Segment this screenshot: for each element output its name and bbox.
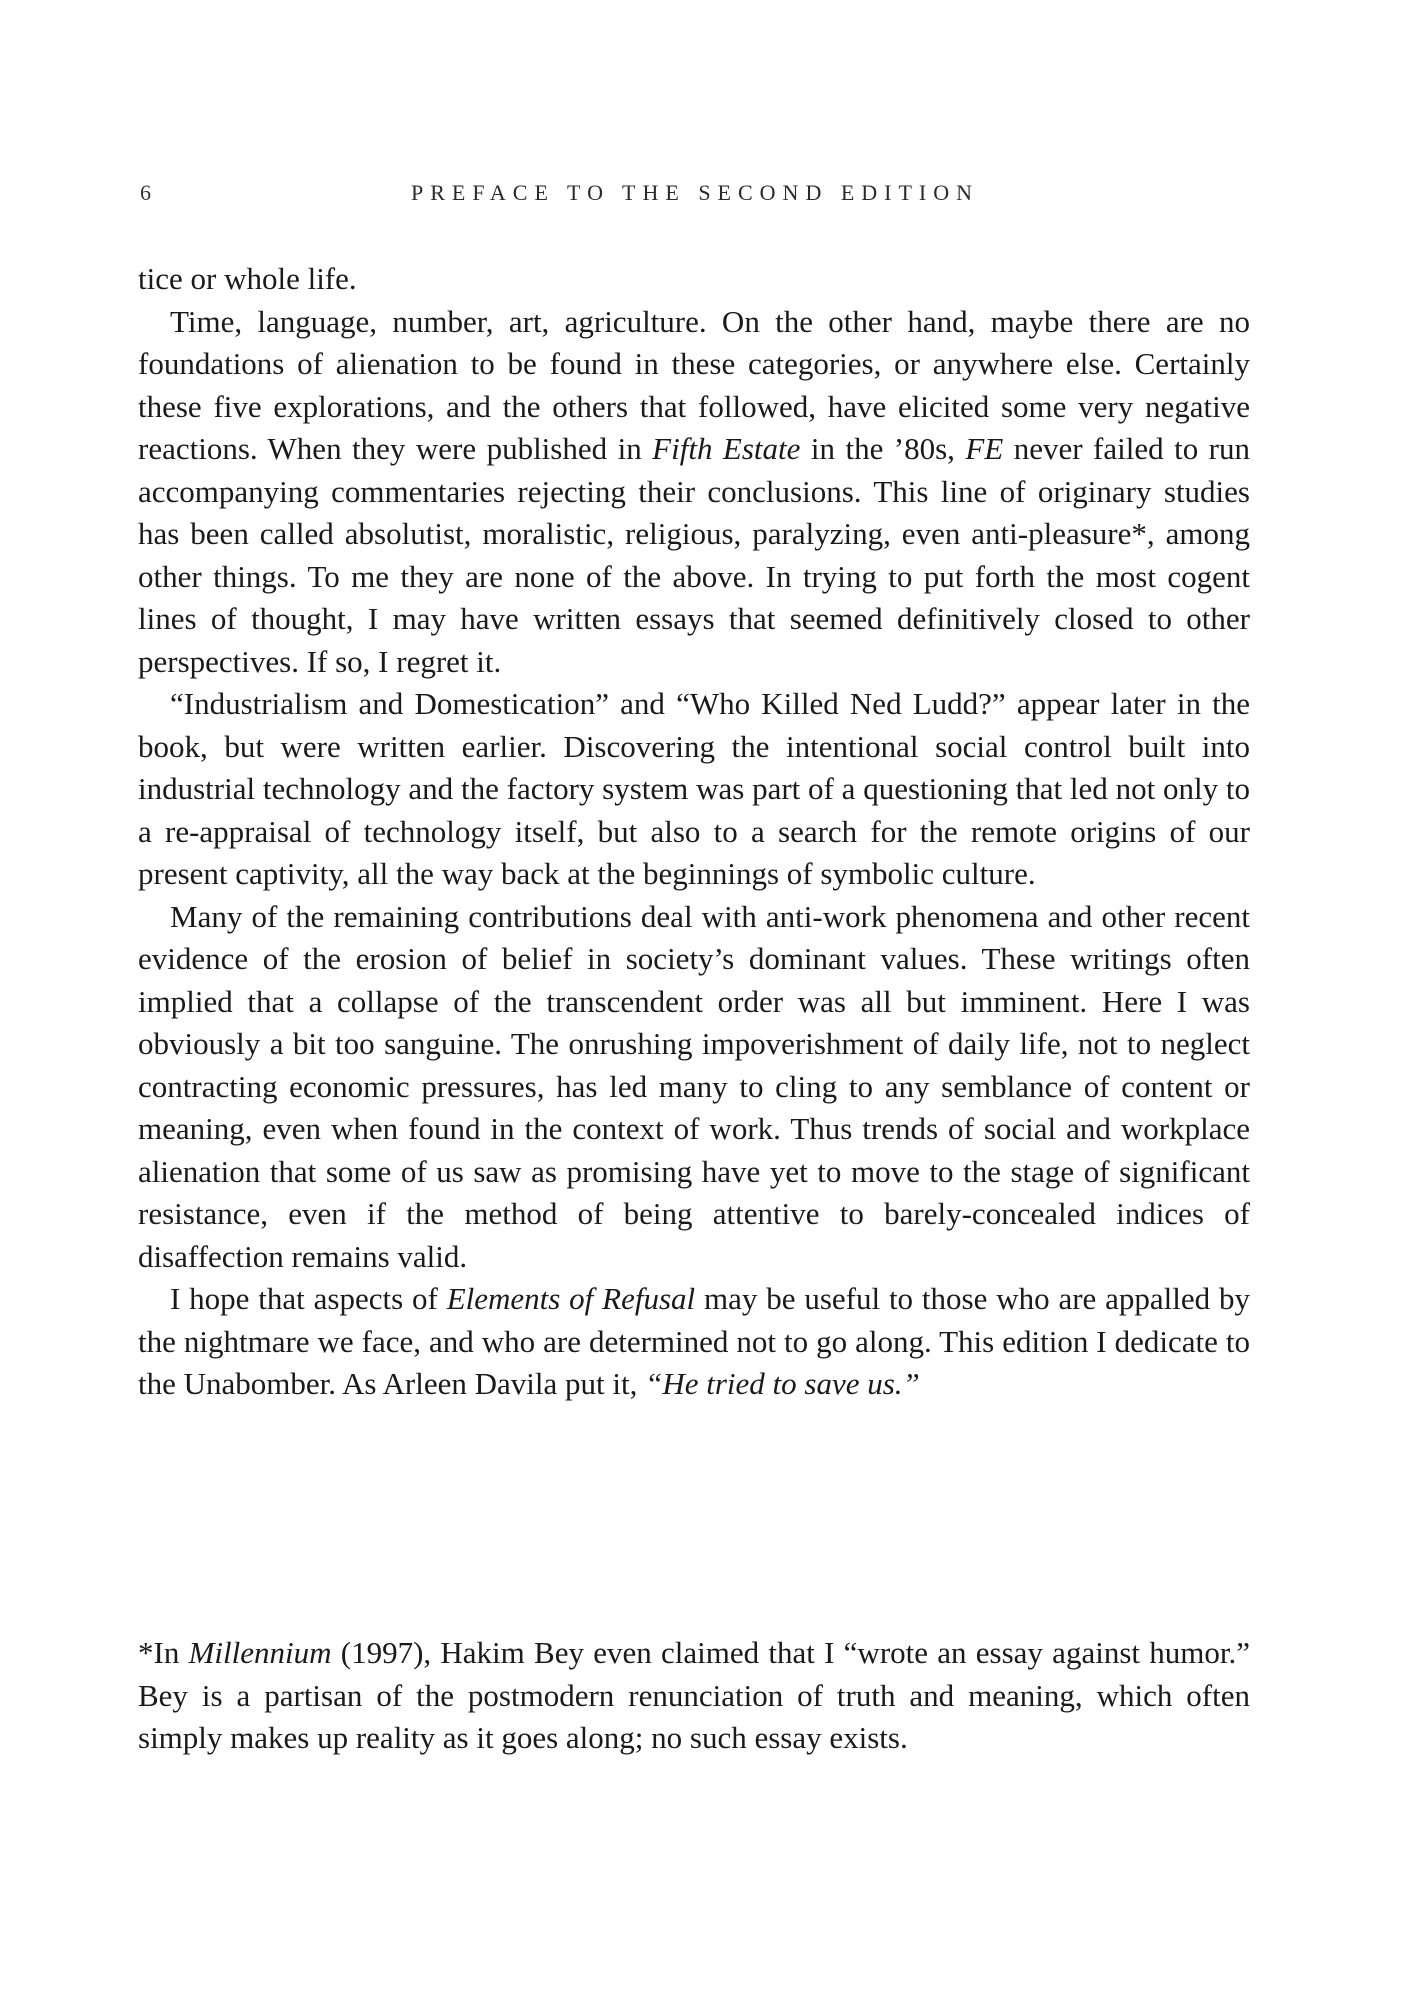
text-run: I hope that aspects of xyxy=(170,1281,447,1316)
italic-title-fifth-estate: Fifth Estate xyxy=(652,431,801,466)
paragraph xyxy=(138,1278,1250,1406)
text-run: may be useful to those who are appalled by the nightmare we face, and who are determined not to go along. This edition I dedicate to the Unabomber. As Arleen Davila put it, xyxy=(138,1281,1251,1401)
italic-title-millennium: Millennium xyxy=(188,1635,332,1670)
text-run: in the ’80s, xyxy=(800,431,966,466)
text-run: *In xyxy=(138,1635,189,1670)
page-header xyxy=(140,180,1250,216)
text-run: (1997), Hakim Bey even claimed that I “wrote an essay against humor.” Bey is a partisan of the postmodern renunciation of truth and meaning, which often simply makes up reality as it goes along; no such essay exists. xyxy=(138,1635,1250,1755)
text-run: never failed to run accompanying commentaries rejecting their conclusions. This line of originary studies has been called absolutist, moralistic, religious, paralyzing, even anti-pleasure*, among other things. To me they are none of the above. In trying to put forth the most cogent lines of thought, I may have written essays that seemed definitively closed to other perspectives. If so, I regret it. xyxy=(138,431,1250,679)
italic-title-elements-of-refusal: Elements of Refusal xyxy=(446,1281,696,1316)
footnote xyxy=(138,1632,1250,1760)
paragraph xyxy=(138,683,1250,896)
paragraph xyxy=(138,301,1250,684)
running-head: PREFACE TO THE SECOND EDITION xyxy=(410,180,980,205)
italic-quote: “He tried to save us.” xyxy=(645,1366,920,1401)
page-number: 6 xyxy=(140,180,152,205)
text-run: Time, language, number, art, agriculture. On the other hand, maybe there are no foundations of alienation to be found in these categories, or anywhere else. Certainly these five explorations, and the others that followed, have elicited some very negative reactions. When they were published in xyxy=(138,303,1250,466)
italic-abbrev-fe: FE xyxy=(965,431,1004,466)
text-run: tice or whole life. xyxy=(138,261,357,296)
text-run: “Industrialism and Domestication” and “Who Killed Ned Ludd?” appear later in the book, but were written earlier. Discovering the intentional social control built into industrial technology and the factory system was part of a questioning that led not only to a re-appraisal of technology itself, but also to a search for the remote origins of our present captivity, all the way back at the beginnings of symbolic culture. xyxy=(138,686,1250,891)
paragraph xyxy=(138,896,1250,1279)
paragraph-continuation xyxy=(138,258,1250,301)
text-run: Many of the remaining contributions deal with anti-work phenomena and other recent evidence of the erosion of belief in society’s dominant values. These writings often implied that a collapse of the transcendent order was all but imminent. Here I was obviously a bit too sanguine. The onrushing impoverishment of daily life, not to neglect contracting economic pressures, has led many to cling to any semblance of content or meaning, even when found in the context of work. Thus trends of social and workplace alienation that some of us saw as promising have yet to move to the stage of significant resistance, even if the method of being attentive to barely-concealed indices of disaffection remains valid. xyxy=(138,898,1250,1274)
footnote-text xyxy=(138,1632,1250,1760)
body-text xyxy=(138,258,1250,1406)
